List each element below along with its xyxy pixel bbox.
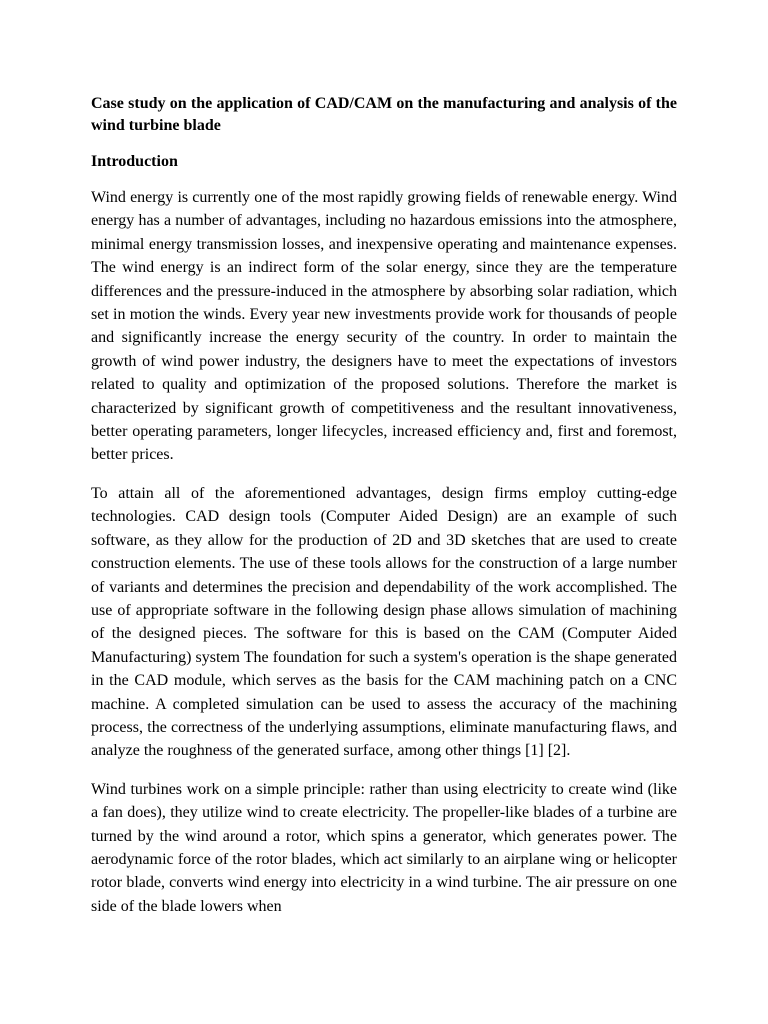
document-page [91,93,677,918]
paragraph-3: Wind turbines work on a simple principle: rather than using electricity to create wind (like a fan does), they utilize wind to create electricity. The propeller-like blades of a turbine are turned by the wind around a rotor, which spins a generator, which generates power. The aerodynamic force of the rotor blades, which act similarly to an airplane wing or helicopter rotor blade, converts wind energy into electricity in a wind turbine. The air pressure on one side of the blade lowers when [91,780,677,915]
paragraph-1: Wind energy is currently one of the most rapidly growing fields of renewable energy. Wind energy has a number of advantages, including no hazardous emissions into the atmosphere, minimal energy transmission losses, and inexpensive operating and maintenance expenses. The wind energy is an indirect form of the solar energy, since they are the temperature differences and the pressure-induced in the atmosphere by absorbing solar radiation, which set in motion the winds. Every year new investments provide work for thousands of people and significantly increase the energy security of the country. In order to maintain the growth of wind power industry, the designers have to meet the expectations of investors related to quality and optimization of the proposed solutions. Therefore the market is characterized by significant growth of competitiveness and the resultant innovativeness, better operating parameters, longer lifecycles, increased efficiency and, first and foremost, better prices. [91,189,677,464]
paragraph-2: To attain all of the aforementioned advantages, design firms employ cutting-edge technologies. CAD design tools (Computer Aided Design) are an example of such software, as they allow for the production of 2D and 3D sketches that are used to create construction elements. The use of these tools allows for the construction of a large number of variants and determines the precision and dependability of the work accomplished. The use of appropriate software in the following design phase allows simulation of machining of the designed pieces. The software for this is based on the CAM (Computer Aided Manufacturing) system The foundation for such a system's operation is the shape generated in the CAD module, which serves as the basis for the CAM machining patch on a CNC machine. A completed simulation can be used to assess the accuracy of the machining process, the correctness of the underlying assumptions, eliminate manufacturing flaws, and analyze the roughness of the generated surface, among other things [1] [2]. [91,484,677,760]
document-title: Case study on the application of CAD/CAM on the manufacturing and analysis of the wind turbine blade [91,95,677,134]
section-heading-introduction: Introduction [91,153,178,170]
